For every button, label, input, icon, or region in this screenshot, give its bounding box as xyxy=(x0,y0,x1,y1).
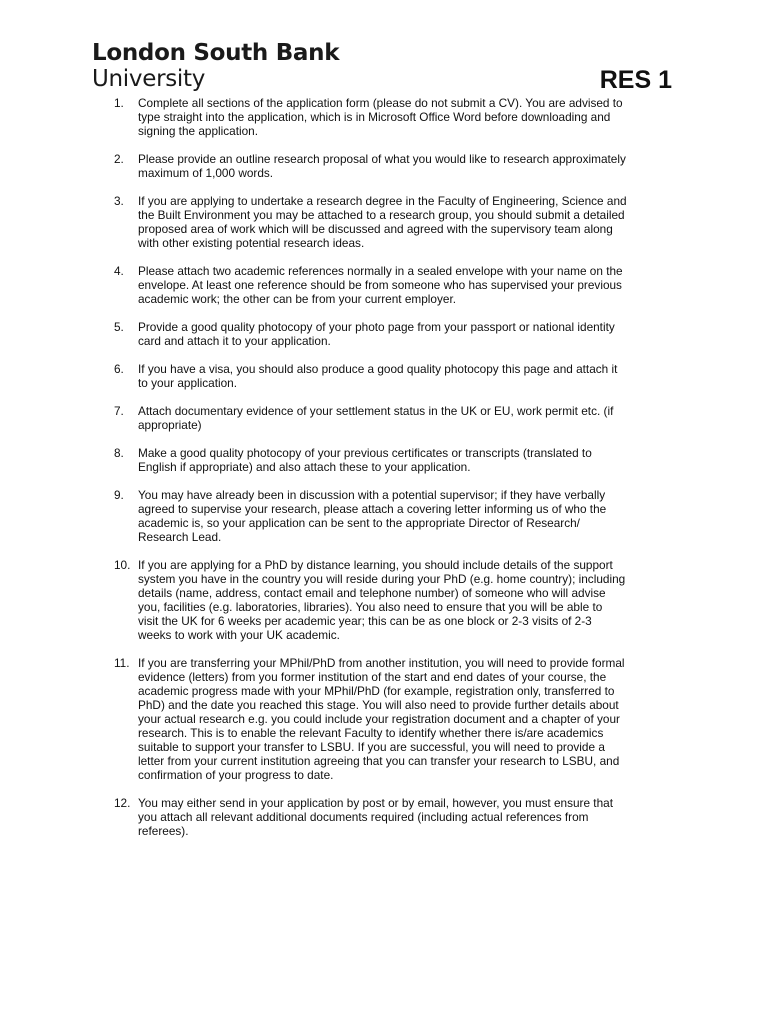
item-number: 6. xyxy=(114,362,124,376)
item-number: 5. xyxy=(114,320,124,334)
item-number: 9. xyxy=(114,488,124,502)
document-code: RES 1 xyxy=(599,66,672,94)
item-text: Provide a good quality photocopy of your photo page from your passport or national identity card and attach it to your application. xyxy=(138,320,615,348)
item-text: Please attach two academic references normally in a sealed envelope with your name on the envelope. At least one reference should be from someone who has supervised your previous academic work; the other can be from your current employer. xyxy=(138,264,623,306)
item-text: If you are applying to undertake a research degree in the Faculty of Engineering, Science and the Built Environment you may be attached to a research group, you should submit a detailed proposed area of work which will be discussed and agreed with the supervisory team along with other existing potential research ideas. xyxy=(138,194,627,250)
item-text: You may either send in your application by post or by email, however, you must ensure that you attach all relevant additional documents required (including actual references from referees). xyxy=(138,796,613,838)
instruction-item xyxy=(114,558,680,642)
item-text: If you have a visa, you should also produce a good quality photocopy this page and attach it to your application. xyxy=(138,362,618,390)
item-text: Complete all sections of the application form (please do not submit a CV). You are advised to type straight into the application, which is in Microsoft Office Word before downloading and signing the application. xyxy=(138,96,623,138)
instruction-item xyxy=(114,362,680,390)
instruction-item xyxy=(114,446,680,474)
item-text: Make a good quality photocopy of your previous certificates or transcripts (translated to English if appropriate) and also attach these to your application. xyxy=(138,446,592,474)
item-number: 10. xyxy=(114,558,131,572)
instruction-item xyxy=(114,320,680,348)
logo-line-1: London South Bank xyxy=(92,40,340,66)
item-text: Attach documentary evidence of your settlement status in the UK or EU, work permit etc. (if appropriate) xyxy=(138,404,614,432)
item-text: If you are transferring your MPhil/PhD from another institution, you will need to provide formal evidence (letters) from you former institution of the start and end dates of your course, the academic progress made with your MPhil/PhD (for example, registration only, transferred to PhD) and the date you reached this stage. You will also need to provide further details about your actual research e.g. you could include your registration document and a chapter of your research. This is to enable the relevant Faculty to identify whether there is/are academics suitable to support your transfer to LSBU. If you are successful, you will need to provide a letter from your current institution agreeing that you can transfer your research to LSBU, and confirmation of your progress to date. xyxy=(138,656,625,782)
item-number: 3. xyxy=(114,194,124,208)
item-text: Please provide an outline research proposal of what you would like to research approximately maximum of 1,000 words. xyxy=(138,152,626,180)
instruction-item xyxy=(114,96,680,138)
instruction-item xyxy=(114,488,680,544)
item-number: 11. xyxy=(114,656,130,670)
instruction-item xyxy=(114,796,680,838)
item-number: 1. xyxy=(114,96,124,110)
item-number: 2. xyxy=(114,152,124,166)
instruction-item xyxy=(114,656,680,782)
instruction-item xyxy=(114,264,680,306)
item-number: 4. xyxy=(114,264,124,278)
university-logo xyxy=(92,40,340,92)
instruction-item xyxy=(114,404,680,432)
item-text: If you are applying for a PhD by distance learning, you should include details of the support system you have in the country you will reside during your PhD (e.g. home country); including details (name, address, contact email and telephone number) of someone who will advise you, facilities (e.g. laboratories, libraries). You also need to ensure that you will be able to visit the UK for 6 weeks per academic year; this can be as one block or 2-3 visits of 2-3 weeks to work with your UK academic. xyxy=(138,558,626,642)
item-number: 8. xyxy=(114,446,124,460)
logo-line-2: University xyxy=(92,66,206,92)
item-text: You may have already been in discussion with a potential supervisor; if they have verbally agreed to supervise your research, please attach a covering letter informing us of who the academic is, so your application can be sent to the appropriate Director of Research/ Research Lead. xyxy=(138,488,607,544)
item-number: 12. xyxy=(114,796,131,810)
instruction-item xyxy=(114,194,680,250)
instruction-item xyxy=(114,152,680,180)
item-number: 7. xyxy=(114,404,124,418)
instruction-list xyxy=(114,96,680,852)
